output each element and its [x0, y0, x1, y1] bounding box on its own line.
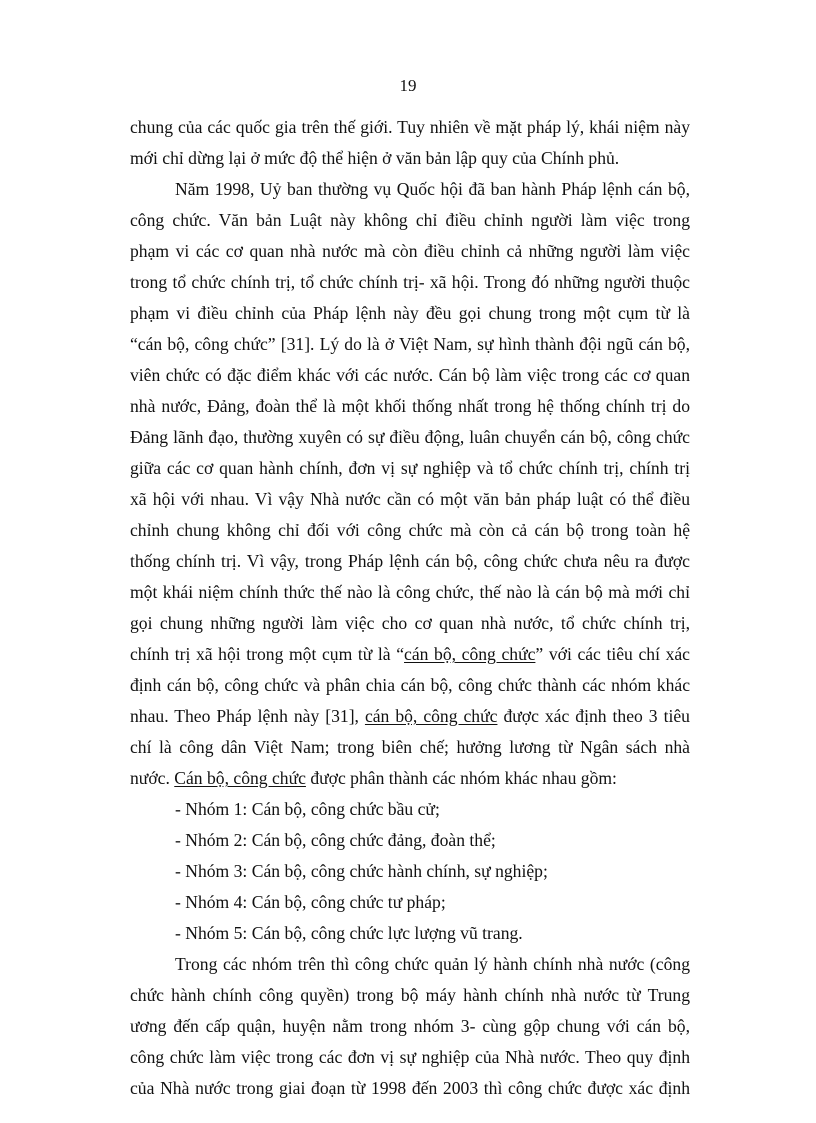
text-line: thống chính trị. Vì vậy, trong Pháp lệnh cán bộ, công chức chưa nêu ra được	[130, 551, 690, 571]
text-segment: được phân thành các nhóm khác nhau gồm:	[305, 768, 617, 788]
text-segment: nhau. Theo Pháp lệnh này [31],	[130, 706, 365, 726]
text-line	[130, 639, 690, 670]
text-segment: chính trị xã hội trong một cụm từ là “	[130, 644, 405, 664]
list-item: - Nhóm 4: Cán bộ, công chức tư pháp;	[175, 892, 446, 912]
text-line: công chức làm việc trong các đơn vị sự nghiệp của Nhà nước. Theo quy định	[130, 1047, 690, 1067]
text-line: “cán bộ, công chức” [31]. Lý do là ở Việt Nam, sự hình thành đội ngũ cán bộ,	[130, 334, 690, 354]
list-item: - Nhóm 3: Cán bộ, công chức hành chính, sự nghiệp;	[175, 861, 548, 881]
list-item: - Nhóm 2: Cán bộ, công chức đảng, đoàn thể;	[175, 830, 496, 850]
page-number: 19	[399, 76, 417, 95]
text-line: chức hành chính công quyền) trong bộ máy hành chính nhà nước từ Trung	[130, 985, 690, 1005]
text-line: trong tổ chức chính trị, tổ chức chính trị- xã hội. Trong đó những người thuộc	[130, 272, 690, 292]
text-line	[130, 763, 690, 794]
text-line: phạm vi các cơ quan nhà nước mà còn điều chỉnh cả những người làm việc	[130, 241, 690, 261]
text-line: ương đến cấp quận, huyện nằm trong nhóm 3- cùng gộp chung với cán bộ,	[130, 1016, 690, 1036]
text-line: chung của các quốc gia trên thế giới. Tuy nhiên về mặt pháp lý, khái niệm này	[130, 117, 690, 137]
text-line: công chức. Văn bản Luật này không chỉ điều chỉnh người làm việc trong	[130, 210, 690, 230]
text-line	[130, 701, 690, 732]
text-line: giữa các cơ quan hành chính, đơn vị sự nghiệp và tổ chức chính trị, chính trị	[130, 458, 690, 478]
text-segment: được xác định theo 3 tiêu	[497, 706, 690, 726]
list-item: - Nhóm 5: Cán bộ, công chức lực lượng vũ trang.	[175, 923, 523, 943]
text-line: Đảng lãnh đạo, thường xuyên có sự điều động, luân chuyển cán bộ, công chức	[130, 427, 690, 447]
list-item: - Nhóm 1: Cán bộ, công chức bầu cử;	[175, 799, 440, 819]
body-text	[130, 112, 690, 1104]
underlined-term: Cán bộ, công chức	[174, 768, 306, 788]
text-line: định cán bộ, công chức và phân chia cán bộ, công chức thành các nhóm khác	[130, 675, 690, 695]
underlined-term: cán bộ, công chức	[364, 706, 498, 726]
text-line: của Nhà nước trong giai đoạn từ 1998 đến 2003 thì công chức được xác định	[130, 1078, 690, 1098]
text-line: Năm 1998, Uỷ ban thường vụ Quốc hội đã ban hành Pháp lệnh cán bộ,	[175, 179, 690, 199]
text-line: phạm vi điều chỉnh của Pháp lệnh này đều gọi chung trong một cụm từ là	[130, 303, 690, 323]
text-line: nhà nước, Đảng, đoàn thể là một khối thống nhất trong hệ thống chính trị do	[130, 396, 690, 416]
text-segment: nước.	[130, 768, 175, 788]
text-line: Trong các nhóm trên thì công chức quản lý hành chính nhà nước (công	[175, 954, 690, 974]
text-segment: ” với các tiêu chí xác	[535, 644, 690, 664]
underlined-term: cán bộ, công chức	[404, 644, 536, 664]
text-line: xã hội với nhau. Vì vậy Nhà nước cần có một văn bản pháp luật có thể điều	[130, 489, 690, 509]
text-line: một khái niệm chính thức thế nào là công chức, thế nào là cán bộ mà mới chỉ	[130, 582, 690, 602]
text-line: gọi chung những người làm việc cho cơ quan nhà nước, tổ chức chính trị,	[130, 613, 690, 633]
text-line: viên chức có đặc điểm khác với các nước. Cán bộ làm việc trong các cơ quan	[130, 365, 690, 385]
text-line: chỉnh chung không chỉ đối với công chức mà còn cả cán bộ trong toàn hệ	[130, 520, 690, 540]
text-line: chí là công dân Việt Nam; trong biên chế; hưởng lương từ Ngân sách nhà	[130, 737, 690, 757]
text-line: mới chỉ dừng lại ở mức độ thể hiện ở văn bản lập quy của Chính phủ.	[130, 148, 620, 168]
